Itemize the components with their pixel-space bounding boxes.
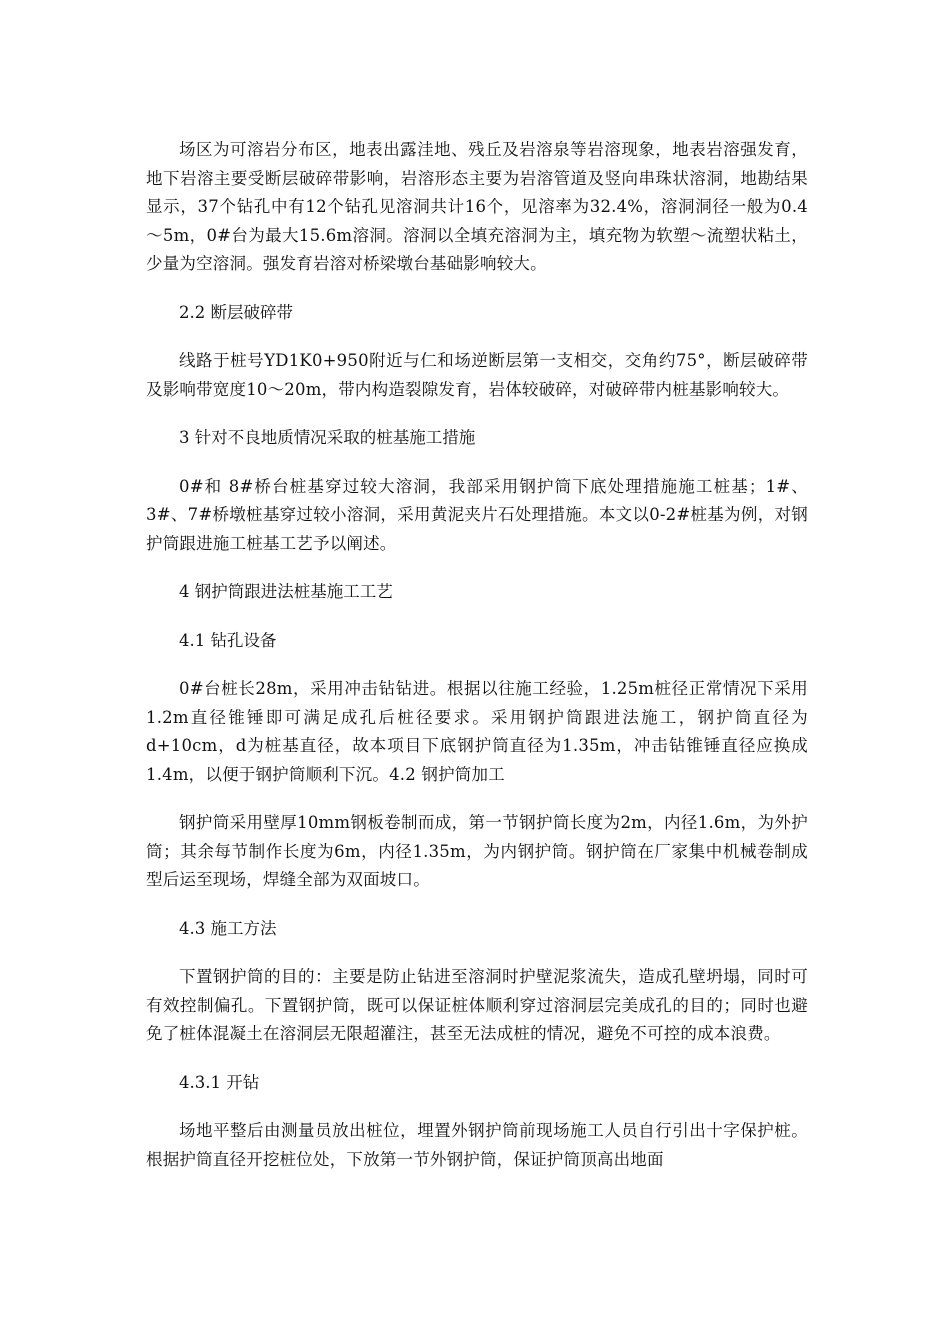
paragraph-start-drilling: 场地平整后由测量员放出桩位，埋置外钢护筒前现场施工人员自行引出十字保护桩。根据护筒直径开挖桩位处，下放第一节外钢护筒，保证护筒顶高出地面 [146, 1121, 808, 1169]
section-heading-3: 3 针对不良地质情况采取的桩基施工措施 [179, 428, 476, 447]
paragraph-casing-fabrication: 钢护筒采用壁厚10mm钢板卷制而成，第一节钢护筒长度为2m，内径1.6m，为外护筒；其余每节制作长度为6m，内径1.35m，为内钢护筒。钢护筒在厂家集中机械卷制成型后运至现场，焊缝全部为双面坡口。 [146, 813, 808, 889]
section-heading-4: 4 钢护筒跟进法桩基施工工艺 [179, 582, 393, 601]
section-heading-2-2: 2.2 断层破碎带 [179, 302, 293, 322]
document-body [146, 136, 808, 1174]
paragraph-measures: 0#和 8#桥台桩基穿过较大溶洞，我部采用钢护筒下底处理措施施工桩基；1#、3#、7#桥墩桩基穿过较小溶洞，采用黄泥夹片石处理措施。本文以0-2#桩基为例，对钢护筒跟进施工桩基工艺予以阐述。 [146, 476, 808, 553]
section-heading-4-3: 4.3 施工方法 [179, 918, 277, 938]
paragraph-construction-method: 下置钢护筒的目的：主要是防止钻进至溶洞时护壁泥浆流失，造成孔壁坍塌，同时可有效控制偏孔。下置钢护筒，既可以保证桩体顺利穿过溶洞层完美成孔的目的；同时也避免了桩体混凝土在溶洞层无限超灌注，甚至无法成桩的情况，避免不可控的成本浪费。 [146, 967, 808, 1043]
paragraph-karst-overview: 场区为可溶岩分布区，地表出露洼地、残丘及岩溶泉等岩溶现象，地表岩溶强发育，地下岩溶主要受断层破碎带影响，岩溶形态主要为岩溶管道及竖向串珠状溶洞，地勘结果显示，37个钻孔中有12个钻孔见溶洞共计16个，见溶率为32.4%，溶洞洞径一般为0.4～5m，0#台为最大15.6m溶洞。溶洞以全填充溶洞为主，填充物为软塑～流塑状粘土，少量为空溶洞。强发育岩溶对桥梁墩台基础影响较大。 [146, 140, 808, 273]
paragraph-drilling-equipment: 0#台桩长28m，采用冲击钻钻进。根据以往施工经验，1.25m桩径正常情况下采用1.2m直径锥锤即可满足成孔后桩径要求。采用钢护筒跟进法施工，钢护筒直径为d+10cm，d为桩基直径，故本项目下底钢护筒直径为1.35m，冲击钻锥锤直径应换成1.4m，以便于钢护筒顺利下沉。4.2 钢护筒加工 [146, 679, 808, 784]
paragraph-fault-zone: 线路于桩号YD1K0+950附近与仁和场逆断层第一支相交，交角约75°，断层破碎带及影响带宽度10～20m，带内构造裂隙发育，岩体较破碎，对破碎带内桩基影响较大。 [146, 351, 808, 399]
section-heading-4-1: 4.1 钻孔设备 [179, 630, 277, 650]
section-heading-4-3-1: 4.3.1 开钻 [179, 1072, 260, 1092]
